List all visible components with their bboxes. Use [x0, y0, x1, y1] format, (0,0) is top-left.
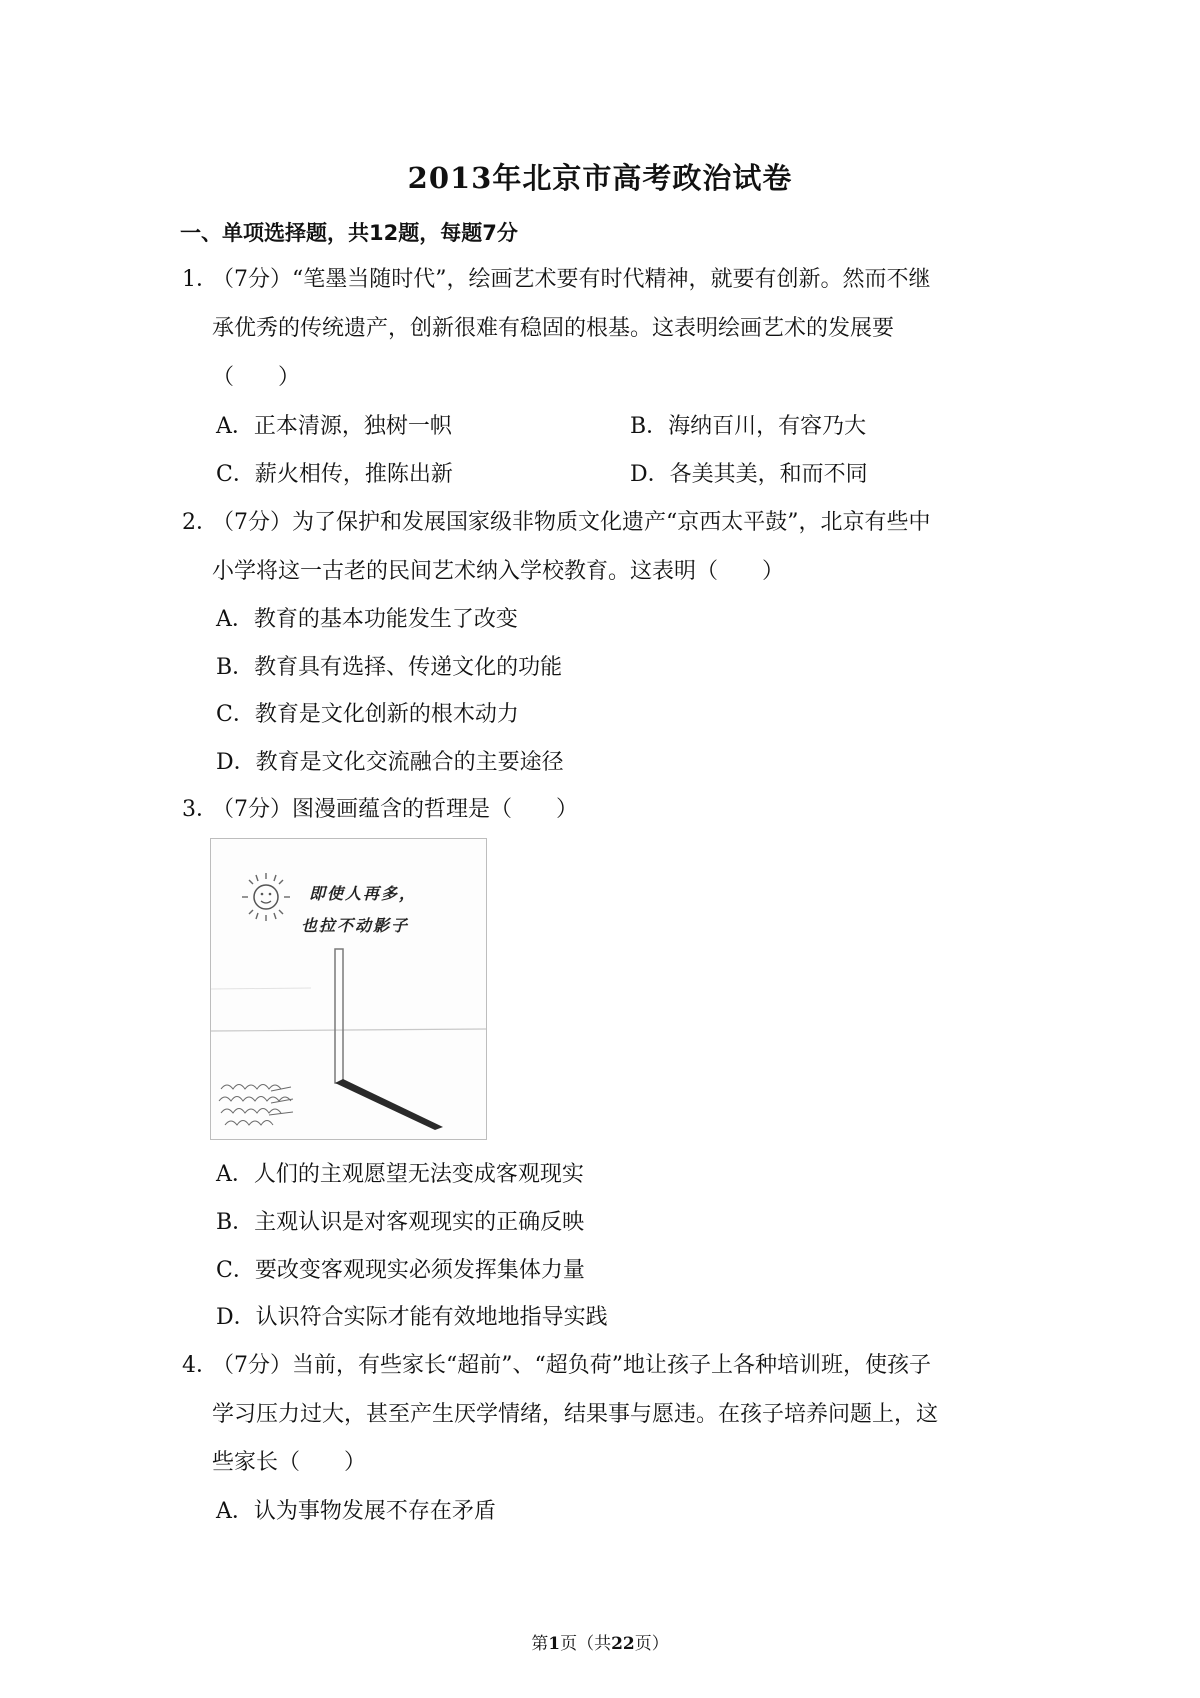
- footer-page-number: 1: [548, 1634, 561, 1654]
- crowd: [219, 1085, 293, 1126]
- cartoon-figure: [210, 838, 487, 1140]
- question-3-line-1: （7分）图漫画蕴含的哲理是（ ）: [212, 797, 578, 822]
- question-1-option-b: B．海纳百川，有容乃大: [630, 414, 867, 439]
- horizon-line: [211, 1029, 486, 1031]
- page-footer: [0, 1629, 1200, 1654]
- question-1-line-3: （ ）: [212, 365, 301, 390]
- question-2-option-c: C．教育是文化创新的根木动力: [216, 702, 519, 727]
- question-4-number: 4．: [182, 1353, 218, 1378]
- faint-line: [211, 988, 311, 989]
- question-3-option-c: C．要改变客观现实必须发挥集体力量: [216, 1258, 585, 1283]
- footer-middle: 页（共: [560, 1634, 612, 1654]
- footer-suffix: 页）: [634, 1634, 669, 1654]
- sun-icon: [242, 873, 290, 921]
- question-4-line-1: （7分）当前，有些家长“超前”、“超负荷”地让孩子上各种培训班，使孩子: [212, 1353, 931, 1378]
- question-3-option-b: B．主观认识是对客观现实的正确反映: [216, 1210, 585, 1235]
- question-1-line-1: （7分）“笔墨当随时代”，绘画艺术要有时代精神，就要有创新。然而不继: [212, 267, 931, 292]
- section-heading: 一、单项选择题，共12题，每题7分: [180, 221, 518, 245]
- question-1-number: 1．: [182, 267, 218, 292]
- question-2-option-a: A．教育的基本功能发生了改变: [216, 607, 518, 632]
- question-2-line-2: 小学将这一古老的民间艺术纳入学校教育。这表明（ ）: [212, 559, 785, 584]
- cartoon-caption-line-1: 即使人再多，: [309, 884, 418, 903]
- question-1-option-c: C．薪火相传，推陈出新: [216, 462, 453, 487]
- question-1-option-d: D．各美其美，和而不同: [630, 462, 868, 487]
- question-3-option-a: A．人们的主观愿望无法变成客观现实: [216, 1162, 584, 1187]
- pole-shadow: [335, 1079, 443, 1130]
- question-2-option-d: D．教育是文化交流融合的主要途径: [216, 750, 564, 775]
- question-4-option-a: A．认为事物发展不存在矛盾: [216, 1499, 496, 1524]
- question-2-line-1: （7分）为了保护和发展国家级非物质文化遗产“京西太平鼓”，北京有些中: [212, 510, 931, 535]
- cartoon-caption-line-2: 也拉不动影子: [301, 916, 410, 935]
- pole: [335, 949, 343, 1083]
- question-1-line-2: 承优秀的传统遗产，创新很难有稳固的根基。这表明绘画艺术的发展要: [212, 316, 895, 341]
- question-1-option-a: A．正本清源，独树一帜: [216, 414, 452, 439]
- question-3-option-d: D．认识符合实际才能有效地地指导实践: [216, 1305, 608, 1330]
- question-4-line-3: 些家长（ ）: [212, 1450, 367, 1475]
- question-2-option-b: B．教育具有选择、传递文化的功能: [216, 655, 563, 680]
- question-3-number: 3．: [182, 797, 218, 822]
- question-2-number: 2．: [182, 510, 218, 535]
- footer-total-pages: 22: [611, 1634, 635, 1654]
- footer-prefix: 第: [531, 1634, 549, 1654]
- page-title: 2013年北京市高考政治试卷: [407, 161, 793, 195]
- question-4-line-2: 学习压力过大，甚至产生厌学情绪，结果事与愿违。在孩子培养问题上，这: [212, 1402, 939, 1427]
